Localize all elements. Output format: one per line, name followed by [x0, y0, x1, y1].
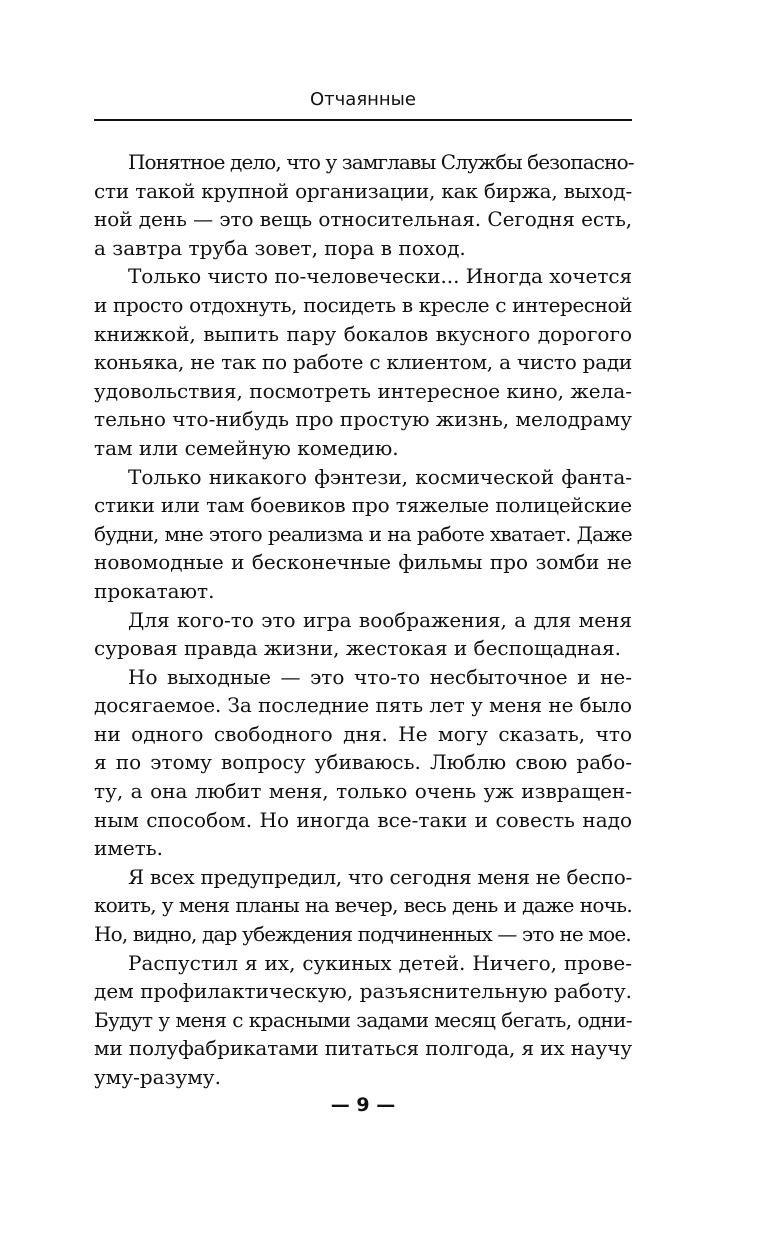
text-line: досягаемое. За последние пять лет у меня не было — [94, 693, 632, 718]
paragraph — [94, 463, 632, 606]
text-line: Я всех предупредил, что сегодня меня не беспо- — [128, 864, 632, 889]
paragraph — [94, 262, 632, 462]
text-line: стики или там боевиков про тяжелые полицейские — [94, 493, 632, 518]
paragraph — [94, 663, 632, 863]
text-line: Распустил я их, сукиных детей. Ничего, прове- — [128, 950, 632, 975]
text-line: Будут у меня с красными задами месяц бегать, одни- — [94, 1007, 632, 1032]
text-line: прокатают. — [94, 578, 215, 603]
paragraph — [94, 949, 632, 1092]
text-line: сти такой крупной организации, как биржа, выход- — [94, 178, 632, 203]
text-line: новомодные и бесконечные фильмы про зомби не — [94, 550, 632, 575]
text-line: уму-разуму. — [94, 1065, 221, 1089]
text-line: тельно что-нибудь про простую жизнь, мелодраму — [94, 407, 632, 432]
text-line: удовольствия, посмотреть интересное кино, жела- — [94, 378, 632, 403]
text-line: книжкой, выпить пару бокалов вкусного дорогого — [94, 321, 632, 346]
text-line: суровая правда жизни, жестокая и беспощадная. — [94, 636, 622, 661]
text-line: Для кого-то это игра воображения, а для меня — [128, 607, 632, 632]
text-line: ту, а она любит меня, только очень уж извращен- — [94, 779, 632, 804]
text-line: ной день — это вещь относительная. Сегодня есть, — [94, 207, 633, 232]
text-line: там или семейную комедию. — [94, 435, 399, 460]
page-number: — 9 — — [330, 1094, 396, 1116]
paragraph — [94, 148, 632, 262]
text-line: и просто отдохнуть, посидеть в кресле с интересной — [94, 292, 632, 317]
text-line: Понятное дело, что у замглавы Службы безопасно- — [128, 150, 634, 174]
text-line: Только чисто по-человечески... Иногда хочется — [128, 264, 632, 289]
text-line: коньяка, не так по работе с клиентом, а чисто ради — [94, 350, 632, 375]
text-line: ным способом. Но иногда все-таки и совесть надо — [94, 807, 632, 832]
text-line: а завтра труба зовет, пора в поход. — [94, 235, 466, 260]
paragraph — [94, 606, 632, 663]
text-line: ни одного свободного дня. Не могу сказать, что — [94, 721, 632, 746]
text-line: иметь. — [94, 836, 164, 861]
text-line: будни, мне этого реализма и на работе хватает. Даже — [94, 521, 632, 546]
body-text — [94, 148, 632, 1092]
paragraph — [94, 863, 632, 949]
text-line: Только никакого фэнтези, космической фанта- — [128, 464, 632, 489]
text-line: я по этому вопросу убиваюсь. Люблю свою рабо- — [94, 750, 632, 775]
running-head: Отчаянные — [310, 89, 416, 110]
text-line: ми полуфабрикатами питаться полгода, я их научу — [94, 1036, 632, 1061]
text-line: коить, у меня планы на вечер, весь день и даже ночь. — [94, 893, 632, 918]
text-line: дем профилактическую, разъяснительную работу. — [94, 979, 632, 1004]
text-line: Но, видно, дар убеждения подчиненных — это не мое. — [94, 922, 631, 947]
header-rule — [94, 119, 632, 121]
text-line: Но выходные — это что-то несбыточное и не- — [128, 664, 632, 689]
